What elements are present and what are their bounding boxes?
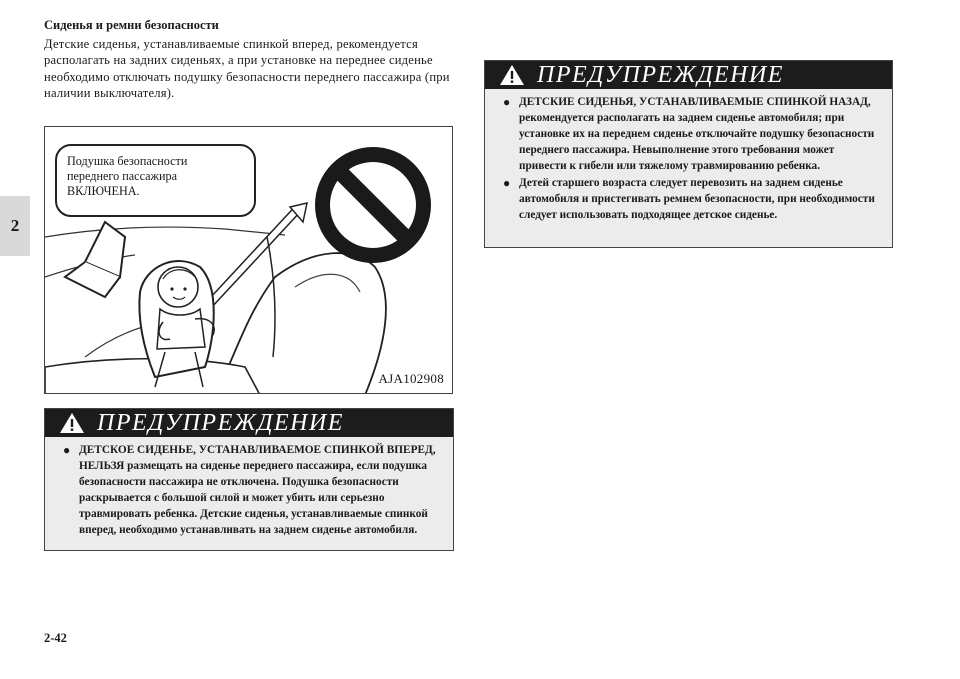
warning-triangle-icon: [59, 412, 85, 434]
warning-box-rear-seat: [484, 60, 893, 248]
bullet-icon: ●: [503, 176, 511, 190]
warning-item: [63, 442, 445, 538]
chapter-number: 2: [10, 216, 20, 235]
warning-triangle-icon: [499, 64, 525, 86]
bullet-icon: ●: [503, 95, 511, 109]
warning-list: [485, 89, 892, 223]
warning-header: [485, 61, 892, 89]
airbag-callout: [55, 144, 256, 217]
intro-paragraph: Детские сиденья, устанавливаемые спинкой вперед, рекомендуется располагать на задних сиденьях, а при установке на переднее сиденье необходимо отключать подушку безопасности переднего пассажира (при наличии выключателя).: [44, 37, 450, 101]
warning-title: ПРЕДУПРЕЖДЕНИЕ: [537, 61, 784, 88]
figure-illustration: [44, 126, 453, 394]
warning-item: [503, 94, 884, 174]
callout-line-3: ВКЛЮЧЕНА.: [67, 184, 140, 198]
warning-item-text: ДЕТСКОЕ СИДЕНЬЕ, УСТАНАВЛИВАЕМОЕ СПИНКОЙ ВПЕРЕД, НЕЛЬЗЯ размещать на сиденье переднего пассажира, если подушка безопасности пассажира не отключена. Подушка безопасности раскрывается с большой силой и может убить или серьезно травмировать ребенка. Детские сиденья, устанавливаемые спинкой вперед, необходимо устанавливать на заднем сиденье автомобиля.: [79, 444, 436, 536]
warning-list: [45, 437, 453, 538]
callout-line-1: Подушка безопасности: [67, 154, 188, 168]
warning-header: [45, 409, 453, 437]
figure-code: AJA102908: [378, 371, 444, 386]
callout-line-2: переднего пассажира: [67, 169, 177, 183]
page-number: 2-42: [44, 631, 67, 645]
warning-item-text: Детей старшего возраста следует перевозить на заднем сиденье автомобиля и пристегивать ремнем безопасности, при необходимости следует использовать подходящее детское сиденье.: [519, 177, 875, 221]
bullet-icon: ●: [63, 443, 71, 457]
page-header-title: Сиденья и ремни безопасности: [44, 18, 219, 32]
warning-box-forward-seat: [44, 408, 454, 551]
warning-item: [503, 175, 884, 223]
warning-title: ПРЕДУПРЕЖДЕНИЕ: [97, 409, 344, 436]
chapter-tab: [0, 196, 30, 256]
warning-item-text: ДЕТСКИЕ СИДЕНЬЯ, УСТАНАВЛИВАЕМЫЕ СПИНКОЙ НАЗАД, рекомендуется располагать на заднем сиденье автомобиля; при установке их на переднем сиденье отключайте подушку безопасности переднего пассажира. Невыполнение этого требования может привести к гибели или тяжелому травмированию ребенка.: [519, 96, 875, 172]
